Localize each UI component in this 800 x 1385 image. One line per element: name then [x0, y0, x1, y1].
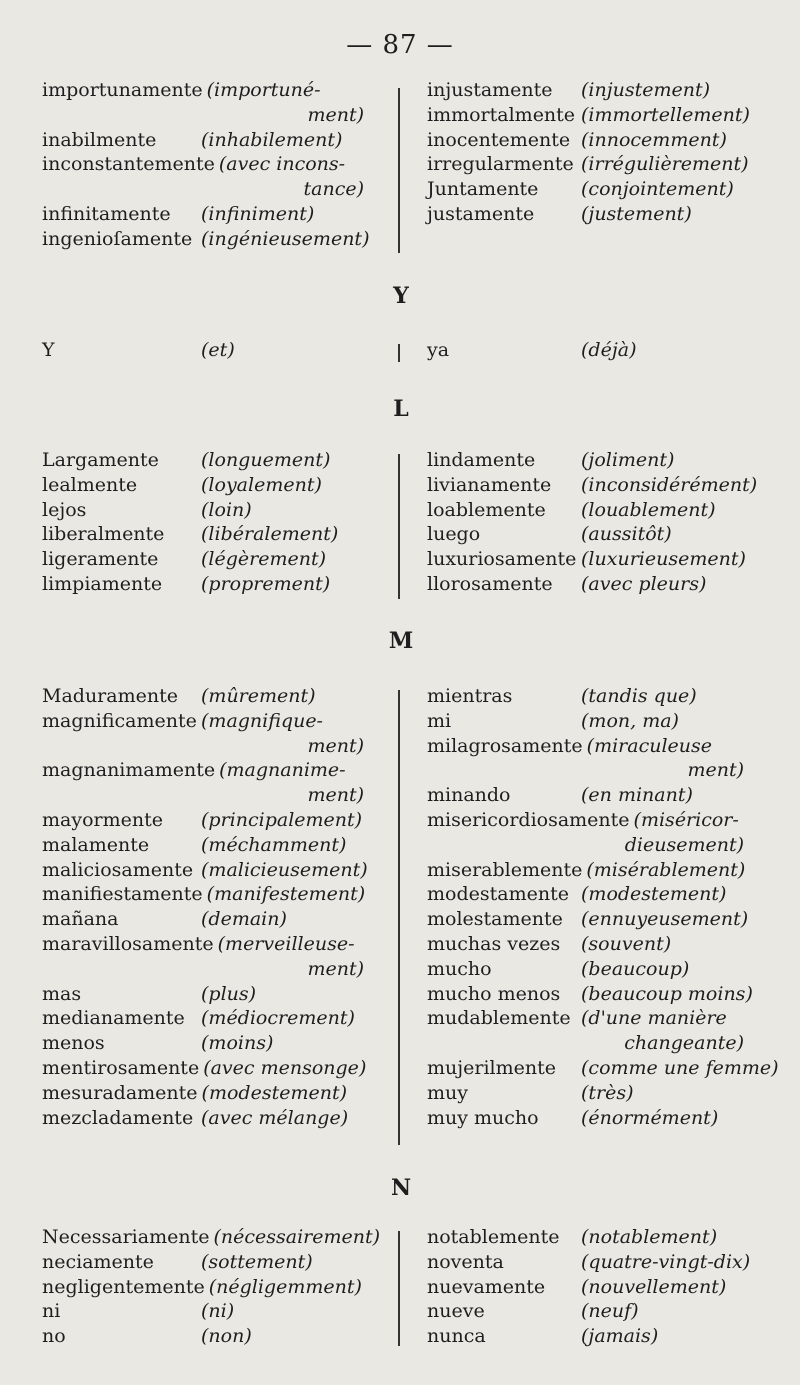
- entry-headword: menos: [42, 1032, 105, 1055]
- entry-translation: ( méchamment ): [201, 833, 346, 858]
- entry-headword: ligeramente: [42, 548, 159, 571]
- dictionary-entry: [42, 448, 402, 473]
- entry-translation: ( louablement ): [581, 498, 716, 523]
- column-divider: [398, 88, 400, 253]
- dictionary-entry: [427, 709, 772, 734]
- entry-translation-continuation: changeante): [624, 1032, 744, 1055]
- entry-translation: ( aussitôt ): [581, 522, 672, 547]
- entry-translation: ( plus ): [201, 982, 256, 1007]
- entry-headword: mucho menos: [427, 982, 561, 1005]
- entry-translation: ( conjointement ): [581, 177, 734, 202]
- dictionary-entry: [42, 758, 402, 783]
- column-divider: [398, 454, 400, 599]
- dictionary-entry: [42, 858, 402, 883]
- dictionary-entry: [42, 1056, 402, 1081]
- entry-headword: milagrosamente: [427, 734, 583, 757]
- right-column: [427, 1225, 772, 1349]
- entry-translation: ( merveilleuse-: [218, 932, 355, 957]
- entry-translation-continuation: tance): [303, 178, 364, 201]
- entry-translation: ( loin ): [201, 498, 252, 523]
- section-letter: Y: [393, 283, 409, 309]
- column-divider: [398, 1231, 400, 1346]
- entry-translation: ( miséricor-: [634, 808, 739, 833]
- entry-headword: luxuriosamente: [427, 548, 577, 571]
- entry-translation: ( très ): [581, 1081, 634, 1106]
- entry-headword: Largamente: [42, 449, 159, 471]
- entry-headword: negligentemente: [42, 1275, 205, 1298]
- entry-headword: mujerilmente: [427, 1056, 557, 1079]
- entry-translation: ( manifestement ): [207, 882, 366, 907]
- entry-translation: ( longuement ): [201, 448, 330, 473]
- entry-headword: malamente: [42, 833, 150, 856]
- entry-translation-continuation: ment): [687, 759, 744, 782]
- dictionary-entry: [42, 522, 402, 547]
- entry-headword: magnificamente: [42, 709, 197, 732]
- entry-translation: ( avec incons-: [219, 152, 345, 177]
- entry-translation: ( justement ): [581, 202, 692, 227]
- dictionary-entry: [42, 1225, 402, 1250]
- section-letter: L: [393, 396, 409, 422]
- dictionary-entry: [42, 932, 402, 957]
- dictionary-entry: [42, 1031, 402, 1056]
- entry-headword: Necessariamente: [42, 1226, 210, 1248]
- entry-translation: ( libéralement ): [201, 522, 338, 547]
- entry-headword: immortalmente: [427, 103, 576, 126]
- dictionary-entry: [42, 473, 402, 498]
- dictionary-entry: [42, 1299, 402, 1324]
- entry-translation: ( beaucoup moins ): [581, 982, 753, 1007]
- entry-headword: misericordiosamente: [427, 808, 630, 831]
- entry-translation: ( demain ): [201, 907, 287, 932]
- dictionary-entry: [427, 522, 772, 547]
- page-number: — 87 —: [346, 30, 454, 60]
- dictionary-entry: [427, 783, 772, 808]
- dictionary-entry: [42, 1081, 402, 1106]
- entry-translation: ( d'une manière: [581, 1006, 727, 1031]
- entry-headword: ni: [42, 1300, 61, 1323]
- dictionary-entry: [42, 128, 402, 153]
- column-divider: [398, 344, 400, 362]
- entry-translation: ( inhabilement ): [201, 128, 342, 153]
- entry-headword: nueve: [427, 1300, 485, 1323]
- entry-headword: mañana: [42, 908, 119, 931]
- entry-translation: ( avec pleurs ): [581, 572, 706, 597]
- entry-headword: Y: [42, 339, 55, 361]
- dictionary-entry: [42, 202, 402, 227]
- entry-translation-continuation: ment): [307, 957, 364, 980]
- dictionary-entry: [427, 498, 772, 523]
- section-letter: N: [390, 1175, 412, 1201]
- entry-headword: mudablemente: [427, 1007, 571, 1030]
- dictionary-entry: [42, 907, 402, 932]
- entry-headword: infinitamente: [42, 202, 171, 225]
- dictionary-entry: [427, 858, 772, 883]
- dictionary-entry: [427, 1275, 772, 1300]
- dictionary-entry: [427, 547, 772, 572]
- entry-translation: ( jamais ): [581, 1324, 658, 1349]
- entry-headword: ingenioſamente: [42, 227, 193, 250]
- entry-translation: ( négligemment ): [209, 1275, 362, 1300]
- entry-headword: no: [42, 1325, 66, 1348]
- section-letter: M: [388, 628, 414, 654]
- right-column: [427, 684, 772, 1130]
- dictionary-entry: [42, 1250, 402, 1275]
- entry-headword: minando: [427, 784, 511, 807]
- entry-headword: mientras: [427, 685, 513, 707]
- dictionary-entry: [427, 1250, 772, 1275]
- dictionary-entry: [427, 734, 772, 759]
- entry-headword: inconstantemente: [42, 153, 215, 176]
- right-column: [427, 78, 772, 227]
- right-column: [427, 338, 772, 363]
- entry-headword: lindamente: [427, 449, 536, 471]
- entry-headword: limpiamente: [42, 572, 163, 595]
- entry-headword: modestamente: [427, 883, 569, 906]
- dictionary-entry: [427, 1324, 772, 1349]
- entry-headword: magnanimamente: [42, 759, 216, 782]
- entry-translation: ( magnanime-: [219, 758, 346, 783]
- dictionary-entry: [42, 78, 402, 103]
- entry-headword: luego: [427, 523, 481, 546]
- left-column: [42, 1225, 402, 1349]
- entry-headword: miserablemente: [427, 858, 583, 881]
- dictionary-entry: [42, 684, 402, 709]
- dictionary-entry: [42, 498, 402, 523]
- entry-headword: loablemente: [427, 498, 546, 521]
- entry-headword: mentirosamente: [42, 1056, 200, 1079]
- entry-translation: ( avec mensonge ): [203, 1056, 366, 1081]
- entry-headword: mucho: [427, 957, 492, 980]
- entry-headword: molestamente: [427, 908, 563, 931]
- left-column: [42, 78, 402, 252]
- dictionary-entry: [427, 128, 772, 153]
- dictionary-entry: [42, 338, 402, 363]
- entry-headword: mezcladamente: [42, 1106, 194, 1129]
- entry-translation: ( miraculeuse: [587, 734, 712, 759]
- entry-headword: muy: [427, 1081, 468, 1104]
- entry-headword: livianamente: [427, 473, 552, 496]
- entry-headword: maliciosamente: [42, 858, 194, 881]
- entry-headword: llorosamente: [427, 572, 553, 595]
- entry-headword: lealmente: [42, 473, 138, 496]
- dictionary-entry: [427, 1056, 772, 1081]
- entry-translation: ( luxurieusement ): [581, 547, 746, 572]
- dictionary-entry: [42, 1275, 402, 1300]
- entry-headword: medianamente: [42, 1007, 185, 1030]
- dictionary-entry: [427, 103, 772, 128]
- dictionary-entry: [427, 338, 772, 363]
- entry-translation: ( quatre-vingt-dix ): [581, 1250, 750, 1275]
- entry-headword: mayormente: [42, 808, 163, 831]
- entry-translation: ( énormément ): [581, 1106, 718, 1131]
- entry-translation: ( sottement ): [201, 1250, 313, 1275]
- entry-translation: ( tandis que ): [581, 684, 697, 709]
- entry-translation: ( loyalement ): [201, 473, 322, 498]
- entry-headword: maravillosamente: [42, 932, 214, 955]
- dictionary-entry: [42, 833, 402, 858]
- dictionary-entry: [427, 1299, 772, 1324]
- entry-translation: ( souvent ): [581, 932, 671, 957]
- column-divider: [398, 690, 400, 1145]
- dictionary-entry: [427, 177, 772, 202]
- entry-headword: inocentemente: [427, 128, 571, 151]
- entry-translation: ( importuné-: [207, 78, 321, 103]
- entry-translation: ( notablement ): [581, 1225, 717, 1250]
- dictionary-entry: [427, 78, 772, 103]
- dictionary-entry: [427, 808, 772, 833]
- entry-translation: ( malicieusement ): [201, 858, 368, 883]
- entry-translation: ( ingénieusement ): [201, 227, 370, 252]
- entry-translation: ( déjà ): [581, 338, 636, 363]
- entry-headword: mesuradamente: [42, 1081, 198, 1104]
- entry-translation: ( principalement ): [201, 808, 362, 833]
- entry-headword: justamente: [427, 202, 535, 225]
- entry-translation: ( en minant ): [581, 783, 693, 808]
- entry-translation: ( neuf ): [581, 1299, 639, 1324]
- dictionary-entry: [427, 882, 772, 907]
- entry-headword: nuevamente: [427, 1275, 546, 1298]
- entry-translation-continuation: ment): [307, 103, 364, 126]
- entry-translation: ( modestement ): [202, 1081, 347, 1106]
- entry-headword: muy mucho: [427, 1106, 539, 1129]
- entry-translation: ( beaucoup ): [581, 957, 689, 982]
- left-column: [42, 684, 402, 1130]
- entry-translation: ( irrégulièrement ): [581, 152, 749, 177]
- dictionary-entry: [42, 808, 402, 833]
- entry-translation: ( proprement ): [201, 572, 330, 597]
- entry-headword: manifiestamente: [42, 883, 203, 906]
- dictionary-entry: [42, 1324, 402, 1349]
- dictionary-entry: [427, 957, 772, 982]
- dictionary-entry: [427, 448, 772, 473]
- entry-translation: ( comme une femme ): [581, 1056, 779, 1081]
- entry-translation: ( moins ): [201, 1031, 273, 1056]
- dictionary-entry: [42, 152, 402, 177]
- dictionary-entry: [42, 547, 402, 572]
- entry-translation: ( et ): [201, 338, 235, 363]
- dictionary-entry: [42, 1006, 402, 1031]
- dictionary-entry: [427, 152, 772, 177]
- entry-translation: ( avec mélange ): [201, 1106, 348, 1131]
- dictionary-entry: [427, 684, 772, 709]
- entry-translation: ( non ): [201, 1324, 252, 1349]
- entry-headword: importunamente: [42, 79, 203, 101]
- entry-headword: ya: [427, 339, 450, 361]
- left-column: [42, 448, 402, 597]
- entry-translation-continuation: ment): [307, 734, 364, 757]
- entry-headword: Maduramente: [42, 685, 178, 707]
- entry-headword: muchas vezes: [427, 932, 561, 955]
- dictionary-entry: [42, 982, 402, 1007]
- dictionary-entry: [427, 1106, 772, 1131]
- dictionary-entry: [42, 572, 402, 597]
- dictionary-entry: [427, 1225, 772, 1250]
- entry-headword: notablemente: [427, 1226, 560, 1248]
- entry-translation: ( inconsidérément ): [581, 473, 757, 498]
- entry-translation: ( nécessairement ): [213, 1225, 380, 1250]
- entry-translation: ( médiocrement ): [201, 1006, 355, 1031]
- entry-translation-continuation: dieusement): [624, 833, 744, 856]
- entry-translation: ( magnifique-: [201, 709, 323, 734]
- entry-headword: inabilmente: [42, 128, 157, 151]
- entry-translation: ( infiniment ): [201, 202, 314, 227]
- dictionary-entry: [42, 709, 402, 734]
- entry-headword: mi: [427, 709, 452, 732]
- right-column: [427, 448, 772, 597]
- dictionary-entry: [42, 1106, 402, 1131]
- entry-headword: nunca: [427, 1325, 486, 1348]
- entry-headword: noventa: [427, 1250, 504, 1273]
- entry-translation: ( injustement ): [581, 78, 710, 103]
- entry-translation: ( mûrement ): [201, 684, 316, 709]
- entry-translation: ( nouvellement ): [581, 1275, 726, 1300]
- entry-translation: ( misérablement ): [586, 858, 745, 883]
- left-column: [42, 338, 402, 363]
- entry-translation: ( modestement ): [581, 882, 726, 907]
- dictionary-entry: [427, 473, 772, 498]
- dictionary-entry: [427, 1006, 772, 1031]
- entry-translation: ( mon, ma ): [581, 709, 679, 734]
- dictionary-entry: [427, 982, 772, 1007]
- entry-translation-continuation: ment): [307, 784, 364, 807]
- entry-translation: ( joliment ): [581, 448, 674, 473]
- entry-translation: ( immortellement ): [581, 103, 750, 128]
- entry-headword: irregularmente: [427, 153, 574, 176]
- dictionary-entry: [427, 907, 772, 932]
- entry-headword: lejos: [42, 498, 87, 521]
- dictionary-entry: [427, 202, 772, 227]
- entry-translation: ( légèrement ): [201, 547, 326, 572]
- dictionary-entry: [427, 1081, 772, 1106]
- entry-translation: ( ni ): [201, 1299, 234, 1324]
- entry-headword: injustamente: [427, 79, 553, 101]
- entry-translation: ( ennuyeusement ): [581, 907, 748, 932]
- entry-headword: mas: [42, 982, 82, 1005]
- dictionary-entry: [42, 882, 402, 907]
- entry-translation: ( innocemment ): [581, 128, 727, 153]
- dictionary-entry: [427, 572, 772, 597]
- dictionary-entry: [427, 932, 772, 957]
- entry-headword: liberalmente: [42, 523, 165, 546]
- dictionary-entry: [42, 227, 402, 252]
- entry-headword: neciamente: [42, 1250, 154, 1273]
- entry-headword: Juntamente: [427, 178, 539, 201]
